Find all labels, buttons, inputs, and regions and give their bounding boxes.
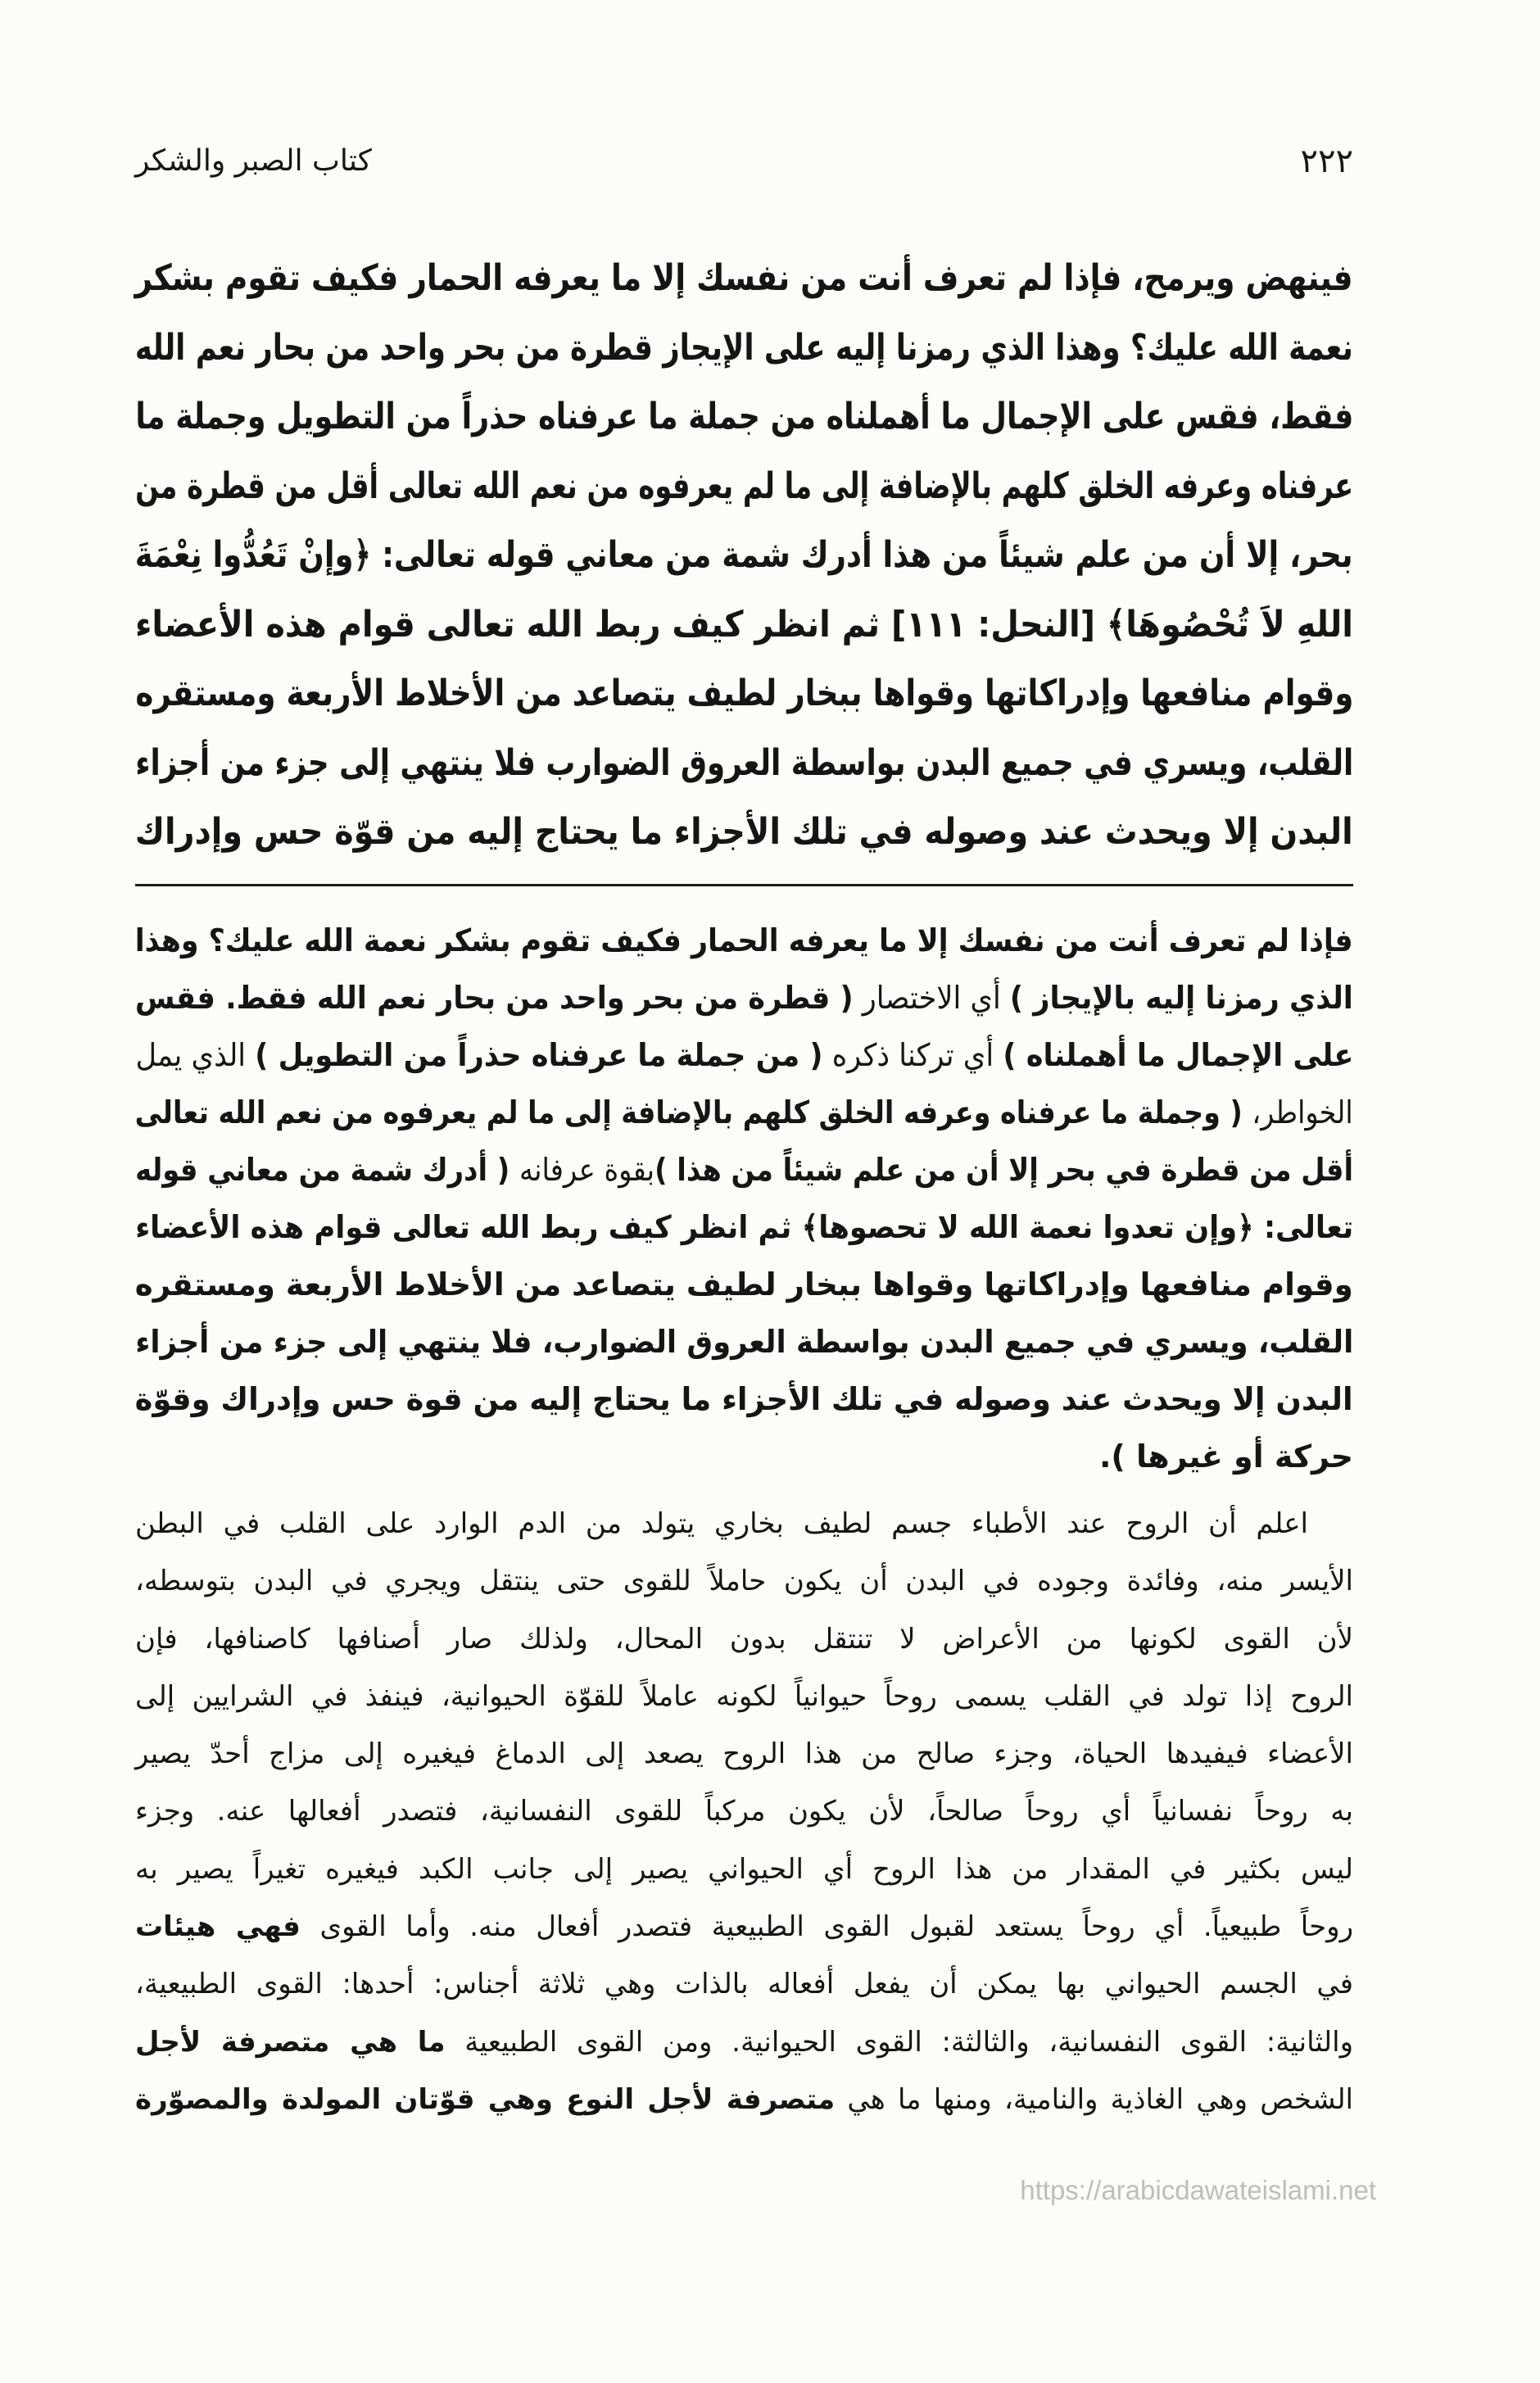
matn-quote: ( من جملة ما عرفناه حذراً من التطويل ) (254, 1037, 823, 1073)
commentary-line (135, 1428, 1353, 1485)
commentary-line (135, 1313, 1353, 1370)
note-text: والثانية: القوى النفسانية، والثالثة: القوى الحيوانية. ومن القوى الطبيعية (445, 2025, 1353, 2059)
commentary-line-text (135, 1198, 1353, 1256)
main-text-line (135, 798, 1353, 868)
note-line-text (135, 1552, 1353, 1610)
note-line (135, 1668, 1353, 1725)
note-line-text (135, 1898, 1353, 1955)
matn-quote: ( وجملة ما عرفناه وعرفه الخلق كلهم بالإضافة إلى ما لم يعرفوه من نعم الله تعالى (135, 1094, 1252, 1130)
watermark-url: https://arabicdawateislami.net (1020, 2175, 1376, 2205)
commentary-line-text (135, 1026, 1353, 1084)
main-text-line-text: اللهِ لاَ تُحْصُوهَا﴾ [النحل: ١١١] ثم انظر كيف ربط الله تعالى قوام هذه الأعضاء (135, 603, 1353, 646)
note-line-text (135, 1495, 1308, 1552)
note-line (135, 1955, 1353, 2013)
main-text-line-text: القلب، ويسري في جميع البدن بواسطة العروق الضوارب فلا ينتهي إلى جزء من أجزاء (135, 741, 1353, 784)
main-text-line-text: عرفناه وعرفه الخلق كلهم بالإضافة إلى ما لم يعرفوه من نعم الله تعالى أقل من قطرة من (135, 464, 1353, 507)
note-line (135, 1611, 1353, 1668)
note-line (135, 1898, 1353, 1955)
footnote-separator-rule (135, 884, 1353, 886)
main-text-line (135, 314, 1353, 383)
commentary-line-text (135, 1084, 1353, 1141)
note-text: الأعضاء فيفيدها الحياة، وجزء صالح من هذا الروح يصعد إلى الدماغ فيغيره إلى مزاج أحدّ يصير (135, 1737, 1353, 1771)
main-text-line (135, 244, 1353, 314)
note-text: به روحاً نفسانياً أي روحاً صالحاً، لأن يكون مركباً للقوى النفسانية، فتصدر أفعالها عنه. وجزء (135, 1795, 1353, 1828)
main-text-line-text: البدن إلا ويحدث عند وصوله في تلك الأجزاء ما يحتاج إليه من قوّة حس وإدراك (135, 811, 1353, 853)
note-line-text (135, 2071, 1353, 2128)
matn-quote: فإذا لم تعرف أنت من نفسك إلا ما يعرفه الحمار فكيف تقوم بشكر نعمة الله عليك؟ وهذا (135, 922, 1353, 958)
main-text (135, 244, 1353, 868)
matn-quote: على الإجمال ما أهملناه ) (1002, 1037, 1353, 1073)
matn-quote: البدن إلا ويحدث عند وصوله في تلك الأجزاء ما يحتاج إليه من قوة حس وإدراك وقوّة (135, 1381, 1353, 1417)
commentary-line (135, 1026, 1353, 1084)
matn-quote: ( قطرة من بحر واحد من بحار نعم الله فقط. فقس (135, 980, 854, 1016)
commentary-line (135, 1256, 1353, 1313)
commentary-line (135, 969, 1353, 1026)
main-text-line (135, 659, 1353, 729)
note-text: ليس بكثير في المقدار من هذا الروح أي الحيواني يصير إلى جانب الكبد فيغيره تغيراً يصير به (135, 1852, 1353, 1886)
note-line-text (135, 1955, 1353, 2013)
main-text-line-text: نعمة الله عليك؟ وهذا الذي رمزنا إليه على الإيجاز قطرة من بحر واحد من بحار نعم الله (135, 326, 1353, 369)
commentary-line-text (135, 1370, 1353, 1428)
note-text: الأيسر منه، وفائدة وجوده في البدن أن يكون حاملاً للقوى حتى ينتقل ويجري في البدن بتوسطه، (135, 1565, 1353, 1598)
matn-quote: ( أدرك شمة من معاني قوله (135, 1152, 519, 1188)
commentary-line-text (135, 1256, 1353, 1313)
note-text: الروح إذا تولد في القلب يسمى روحاً حيوانياً لكونه عاملاً للقوّة الحيوانية، فينفذ في الشرايين إلى (135, 1679, 1353, 1713)
commentary-line (135, 1370, 1353, 1428)
note-emphasis: متصرفة لأجل النوع وهي قوّتان المولدة والمصوّرة (135, 2082, 836, 2116)
note-emphasis: فهي هيئات (135, 1910, 301, 1944)
main-text-line-text: وقوام منافعها وإدراكاتها وقواها ببخار لطيف يتصاعد من الأخلاط الأربعة ومستقره (135, 673, 1353, 714)
main-text-line (135, 521, 1353, 591)
commentary-line (135, 1084, 1353, 1141)
note-line-text (135, 1725, 1353, 1783)
note-line (135, 2071, 1353, 2128)
note-line (135, 1552, 1353, 1610)
main-text-line-text: فقط، فقس على الإجمال ما أهملناه من جملة ما عرفناه حذراً من التطويل وجملة ما (135, 396, 1353, 437)
matn-quote: القلب، ويسري في جميع البدن بواسطة العروق الضوارب، فلا ينتهي إلى جزء من أجزاء (135, 1324, 1353, 1360)
running-header-title: كتاب الصبر والشكر (135, 144, 372, 178)
note-line (135, 1725, 1353, 1783)
note-text: لأن القوى لكونها من الأعراض لا تنتقل بدون المحال، ولذلك صار أصنافها كاصنافها، فإن (135, 1622, 1353, 1656)
gloss: الخواطر، (1252, 1094, 1353, 1130)
commentary-line (135, 912, 1353, 969)
note-line-text (135, 2014, 1353, 2071)
note-line-text (135, 1611, 1353, 1668)
note-line (135, 1495, 1308, 1552)
gloss: أي تركنا ذكره (822, 1037, 1003, 1073)
note-line (135, 2014, 1353, 2071)
commentary (135, 912, 1353, 1485)
matn-quote: حركة أو غيرها ). (1098, 1438, 1353, 1475)
note-line-text (135, 1668, 1353, 1725)
note-text: في الجسم الحيواني بها يمكن أن يفعل أفعاله بالذات وهي ثلاثة أجناس: أحدها: القوى الطبيعية، (135, 1968, 1353, 2001)
gloss: الذي يمل (135, 1037, 255, 1073)
explanatory-paragraph (135, 1495, 1353, 2128)
commentary-line-text (135, 912, 1353, 969)
main-text-line (135, 591, 1353, 660)
main-text-line (135, 383, 1353, 452)
commentary-line-text (1099, 1428, 1353, 1485)
commentary-line-text (135, 1141, 1353, 1198)
matn-quote: الذي رمزنا إليه بالإيجاز ) (1010, 980, 1353, 1016)
page-number: ٢٢٢ (1300, 143, 1353, 180)
matn-quote: وقوام منافعها وإدراكاتها وقواها ببخار لطيف يتصاعد من الأخلاط الأربعة ومستقره (135, 1266, 1353, 1302)
main-text-line (135, 729, 1353, 799)
commentary-line-text (135, 1313, 1353, 1370)
note-text: الشخص وهي الغاذية والنامية، ومنها ما هي (835, 2082, 1353, 2116)
main-text-line-text: بحر، إلا أن من علم شيئاً من هذا أدرك شمة من معاني قوله تعالى: ﴿وإنْ تَعُدُّوا نِعْمَةَ (135, 534, 1353, 576)
main-text-line (135, 452, 1353, 522)
gloss: بقوة عرفانه (519, 1152, 655, 1188)
commentary-line (135, 1198, 1353, 1256)
gloss: أي الاختصار (853, 980, 1011, 1016)
matn-quote: تعالى: ﴿وإن تعدوا نعمة الله لا تحصوها﴾ ثم انظر كيف ربط الله تعالى قوام هذه الأعضاء (135, 1209, 1353, 1245)
matn-quote: أقل من قطرة في بحر إلا أن من علم شيئاً من هذا ) (654, 1152, 1353, 1188)
main-text-line-text: فينهض ويرمح، فإذا لم تعرف أنت من نفسك إلا ما يعرفه الحمار فكيف تقوم بشكر (135, 257, 1353, 299)
note-text: روحاً طبيعياً. أي روحاً يستعد لقبول القوى الطبيعية فتصدر أفعال منه. وأما القوى (300, 1910, 1353, 1944)
commentary-line (135, 1141, 1353, 1198)
note-line (135, 1783, 1353, 1840)
note-text: اعلم أن الروح عند الأطباء جسم لطيف بخاري يتولد من الدم الوارد على القلب في البطن (135, 1507, 1308, 1540)
note-line-text (135, 1783, 1353, 1840)
note-line-text (135, 1841, 1353, 1898)
note-line (135, 1841, 1353, 1898)
commentary-line-text (135, 969, 1353, 1026)
note-emphasis: ما هي متصرفة لأجل (135, 2025, 446, 2059)
